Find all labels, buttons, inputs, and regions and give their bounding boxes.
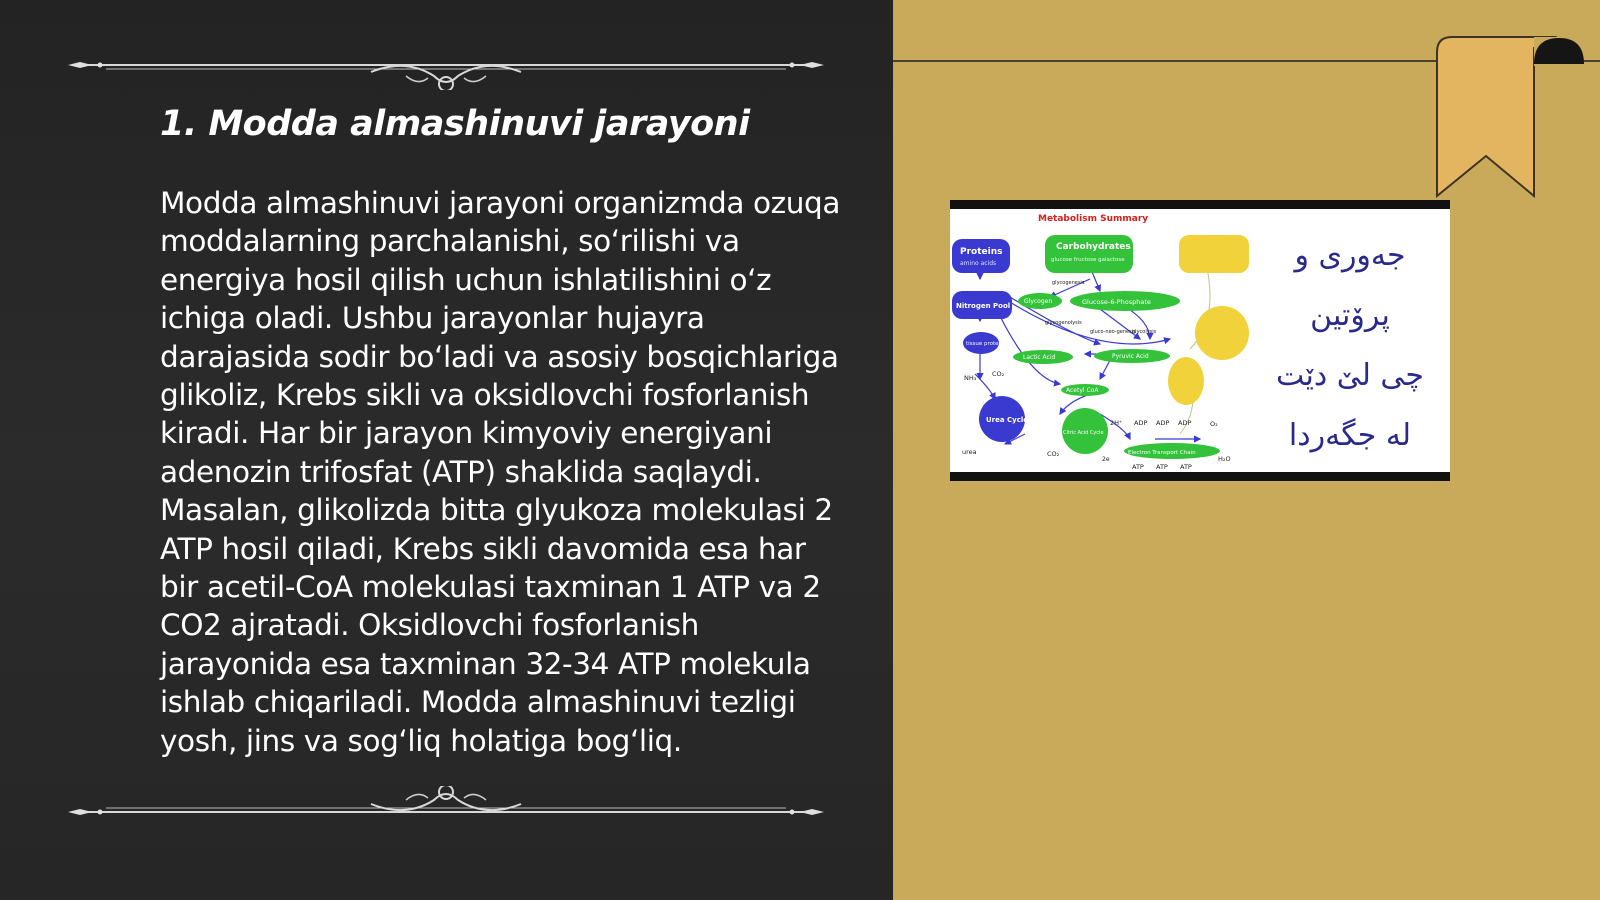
kurdish-line-4: لە جگەردا bbox=[1288, 418, 1412, 453]
label-glycolysis: glycolysis bbox=[1132, 329, 1157, 335]
label-glycogenolysis: glycogenolysis bbox=[1045, 320, 1082, 326]
metabolism-summary-image bbox=[950, 200, 1450, 481]
label-o2: O₂ bbox=[1210, 420, 1218, 428]
label-urea: urea bbox=[962, 448, 977, 456]
node-tissue-protein: tissue protein bbox=[966, 341, 1004, 347]
slide-title: 1. Modda almashinuvi jarayoni bbox=[160, 104, 750, 144]
node-pyruvic-acid: Pyruvic Acid bbox=[1112, 353, 1149, 360]
node-glycogen: Glycogen bbox=[1024, 298, 1053, 305]
label-gluconeogenesis: gluco-neo-genesis bbox=[1090, 329, 1136, 335]
slide-body: Modda almashinuvi jarayoni organizmda ozuqa moddalarning parchalanishi, so‘rilishi va energiya hosil qilish uchun ishlatilishini o‘z ichiga oladi. Ushbu jarayonlar hujayra darajasida sodir bo‘ladi va asosiy bosqichlariga glikoliz, Krebs sikli va oksidlovchi fosforlanish kiradi. Har bir jarayon kimyoviy energiyani adenozin trifosfat (ATP) shaklida saqlaydi. Masalan, glikolizda bitta glyukoza molekulasi 2 ATP hosil qiladi, Krebs sikli davomida esa har bir acetil-CoA molekulasi taxminan 1 ATP va 2 CO2 ajratadi. Oksidlovchi fosforlanish jarayonida esa taxminan 32-34 ATP molekula ishlab chiqariladi. Modda almashinuvi tezligi yosh, jins va sog‘liq holatiga bog‘liq. bbox=[160, 186, 841, 758]
kurdish-line-3: چی لێ دێت bbox=[1276, 358, 1424, 393]
node-urea-cycle: Urea Cycle bbox=[986, 416, 1029, 424]
ornament-divider-top bbox=[66, 50, 826, 90]
node-nitrogen-pool: Nitrogen Pool bbox=[956, 302, 1011, 310]
node-electron-transport: Electron Transport Chain bbox=[1128, 450, 1196, 456]
label-h2o: H₂O bbox=[1218, 455, 1231, 463]
label-adp-3: ADP bbox=[1178, 419, 1192, 427]
label-atp-2: ATP bbox=[1156, 463, 1168, 471]
node-glucose6p: Glucose-6-Phosphate bbox=[1082, 298, 1151, 306]
ornament-divider-bottom bbox=[66, 786, 826, 826]
label-nh3: NH₃ bbox=[964, 374, 977, 382]
label-co2-top: CO₂ bbox=[992, 370, 1005, 378]
figure-heading: Metabolism Summary bbox=[1038, 214, 1149, 224]
node-carbohydrates-sub: glucose fructose galactose bbox=[1051, 257, 1125, 263]
bookmark-ribbon bbox=[1434, 36, 1584, 200]
label-glycogenesis: glycogenesis bbox=[1052, 280, 1085, 286]
label-atp-3: ATP bbox=[1180, 463, 1192, 471]
label-adp-1: ADP bbox=[1134, 419, 1148, 427]
label-2h-plus: 2H⁺ bbox=[1110, 419, 1123, 427]
node-proteins-sub: amino acids bbox=[960, 260, 997, 267]
node-citric-acid-cycle: Citric Acid Cycle bbox=[1063, 430, 1104, 436]
label-co2-bottom: CO₂ bbox=[1047, 450, 1060, 458]
label-atp-1: ATP bbox=[1132, 463, 1144, 471]
label-adp-2: ADP bbox=[1156, 419, 1170, 427]
kurdish-line-2: پرۆتین bbox=[1310, 298, 1390, 333]
node-acetyl-coa: Acetyl CoA bbox=[1066, 387, 1099, 394]
node-carbohydrates: Carbohydrates bbox=[1056, 242, 1131, 252]
node-proteins: Proteins bbox=[960, 247, 1003, 257]
kurdish-line-1: جەوری و bbox=[1294, 238, 1406, 273]
label-2e: 2e bbox=[1102, 456, 1110, 463]
node-lactic-acid: Lactic Acid bbox=[1023, 354, 1056, 361]
